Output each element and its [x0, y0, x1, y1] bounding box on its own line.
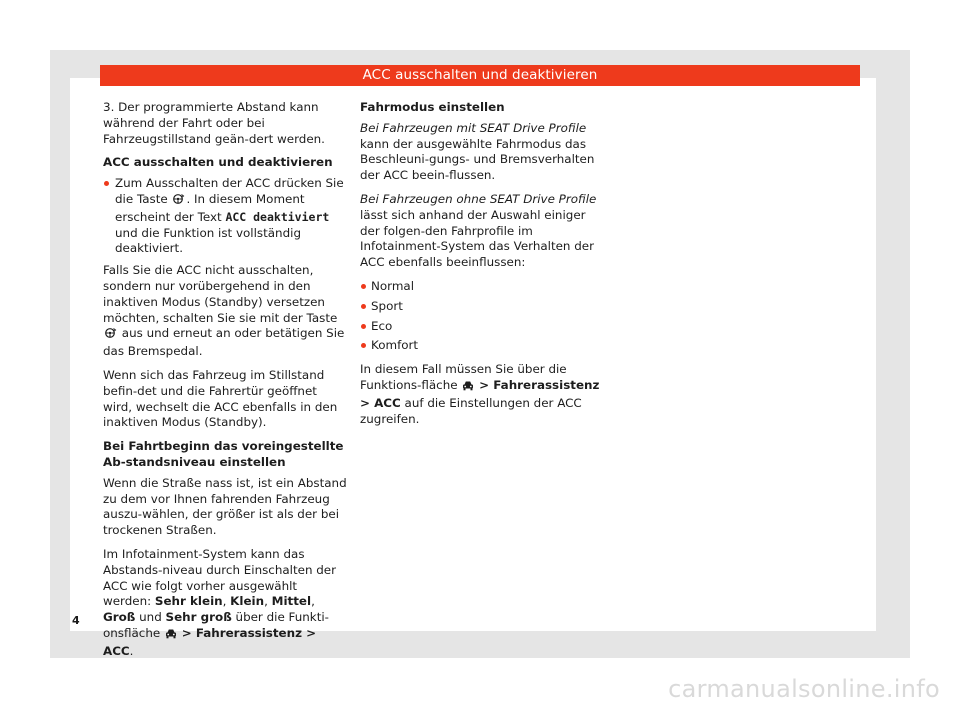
paragraph-drive-profile: [360, 121, 604, 184]
paragraph-door-open: Wenn sich das Fahrzeug im Stillstand befin-det und die Fahrertür geöffnet wird, wechselt die ACC ebenfalls in den inaktiven Modus (Standby).: [103, 367, 338, 430]
heading-acc-off: ACC ausschalten und deaktivieren: [103, 155, 333, 170]
option-very-small: Sehr klein: [154, 594, 223, 609]
page-number: 4: [72, 614, 80, 627]
drive-mode-list: [360, 279, 604, 354]
bullet-text: . In diesem Moment erscheint der Text: [115, 191, 305, 224]
paragraph-text: Im Infotainment-System kann das Abstands-niveau durch Einschalten der ACC wie folgt vorher ausgewählt werden:: [103, 546, 337, 609]
car-menu-icon: [165, 628, 177, 644]
paragraph-text: In diesem Fall müssen Sie über die Funktions-fläche: [360, 362, 567, 392]
bullet-text: und die Funktion ist vollständig deaktiviert.: [115, 225, 301, 256]
option-medium: Mittel: [271, 594, 312, 609]
menu-path: > Fahrerassistenz > ACC: [360, 377, 600, 410]
list-item: Komfort: [360, 338, 604, 354]
option-small: Klein: [230, 594, 265, 609]
paragraph-text: lässt sich anhand der Auswahl einiger der folgen-den Fahrprofile im Infotainment-System das Verhalten der ACC ebenfalls beeinflussen:: [360, 207, 594, 270]
list-item: Sport: [360, 299, 604, 315]
paragraph-wet-road: Wenn die Straße nass ist, ist ein Abstand zu dem vor Ihnen fahrenden Fahrzeug auszu-wählen, der größer ist als der bei trockenen Straßen.: [103, 475, 347, 538]
display-message: ACC deaktiviert: [225, 209, 330, 224]
option-large: Groß: [103, 610, 136, 625]
italic-text: Bei Fahrzeugen mit SEAT Drive Profile: [360, 120, 587, 135]
option-very-large: Sehr groß: [165, 610, 232, 625]
menu-path: > Fahrerassistenz > ACC: [103, 625, 317, 658]
paragraph-text: aus und erneut an oder betätigen Sie das Bremspedal.: [103, 326, 345, 359]
bullet-text: Zum Ausschalten der ACC drücken Sie die Taste: [115, 176, 344, 206]
italic-text: Bei Fahrzeugen ohne SEAT Drive Profile: [360, 191, 597, 206]
paragraph-text: über die Funkti-onsfläche: [103, 610, 329, 640]
heading-distance-level: Bei Fahrtbeginn das voreingestellte Ab-standsniveau einstellen: [103, 439, 344, 469]
steering-wheel-acc-icon: [172, 193, 185, 210]
paragraph-access-settings: [360, 362, 604, 427]
paragraph-text: .: [129, 643, 134, 658]
car-menu-icon: [462, 380, 474, 396]
paragraph-infotainment: Im Infotainment-System kann das Abstands-niveau durch Einschalten der ACC wie folgt vorher ausgewählt werden: Sehr klein, Klein, Mittel, Groß und Sehr groß über die Funkti-onsfläche > Fahrerassistenz > ACC.: [103, 546, 337, 658]
paragraph-standby: [103, 263, 347, 360]
bullet-acc-off: [103, 176, 347, 257]
heading-drive-mode: Fahrmodus einstellen: [360, 100, 505, 114]
watermark: carmanualsonline.info: [668, 675, 940, 703]
list-item: Eco: [360, 319, 604, 335]
paragraph-text: auf die Einstellungen der ACC zugreifen.: [360, 395, 582, 426]
paragraph-text: und: [139, 610, 162, 625]
section-header: ACC ausschalten und deaktivieren: [100, 65, 860, 86]
paragraph-text: Falls Sie die ACC nicht ausschalten, sondern nur vorübergehend in den inaktiven Modus (Standby) versetzen möchten, schalten Sie sie mit der Taste: [103, 263, 338, 325]
right-column: [360, 100, 604, 435]
paragraph-distance-change: 3. Der programmierte Abstand kann während der Fahrt oder bei Fahrzeugstillstand geän-dert werden.: [103, 100, 325, 146]
left-column: [103, 100, 347, 668]
paragraph-no-drive-profile: [360, 192, 604, 271]
steering-wheel-acc-icon: [104, 327, 117, 344]
list-item: Normal: [360, 279, 604, 295]
paragraph-text: kann der ausgewählte Fahrmodus das Beschleuni-gungs- und Bremsverhalten der ACC beein-flussen.: [360, 136, 595, 183]
